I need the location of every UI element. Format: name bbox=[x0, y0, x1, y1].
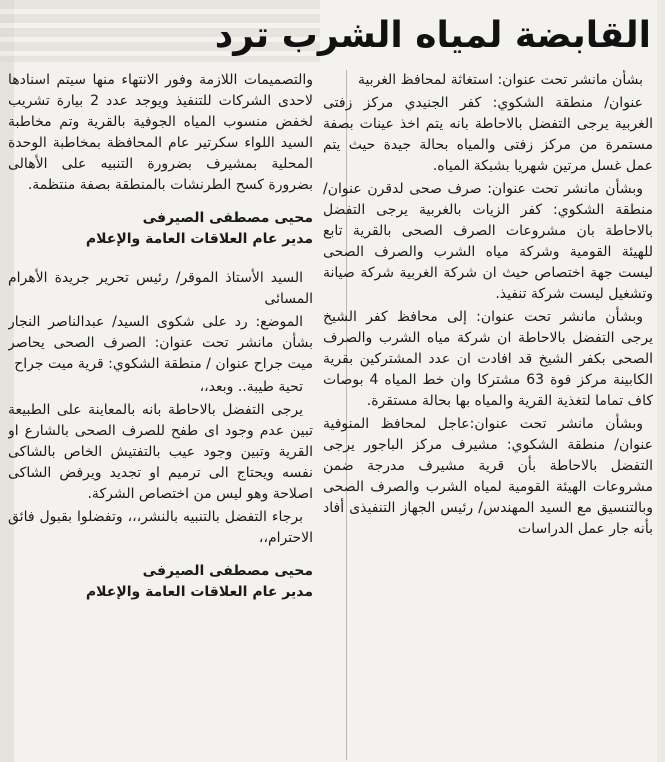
paragraph: وبشأن مانشر تحت عنوان: صرف صحى لدقرن عنوان/ منطقة الشكوي: كفر الزيات بالغربية يرجى التفضل بالاحاطة بان مشروعات الصرف الصحى بالقرية تابع للهيئة القومية وشركة مياه الشرب والصرف الصحى ليست جهة اختصاص حيث ان شركة الغربية شركة صيانة وتشغيل ليست شركة تنفيذ. bbox=[323, 181, 653, 302]
signature-title: مدير عام العلاقات العامة والإعلام bbox=[85, 231, 313, 247]
signature-name: محيى مصطفى الصيرفى bbox=[142, 210, 313, 226]
left-column bbox=[8, 70, 313, 760]
letter-subject: الموضع: رد على شكوى السيد/ عبدالناصر النجار بشأن مانشر تحت عنوان: الصرف الصحى يحاصر ميت جراح عنوان / منطقة الشكوي: قرية ميت جراح bbox=[8, 314, 313, 372]
paragraph: وبشأن مانشر تحت عنوان: إلى محافظ كفر الشيخ يرجى التفضل بالاحاطة ان شركة مياه الشرب والصرف الصحى بكفر الشيخ قد افادت ان عدد المشتركين بقرية الكابينة مركز فوة 63 مشتركا وان خط المياه 4 بوصات كاف تماما لتغذية القرية والمياه بها بحالة مستقرة. bbox=[323, 309, 653, 409]
paragraph: عنوان/ منطقة الشكوي: كفر الجنيدي مركز زفتى الغربية يرجى التفضل بالاحاطة بانه يتم اخذ عينات بصفة مستمرة من مركز زفتى والمياه بحالة جيدة حيث يتم عمل غسل مرتين شهريا بشبكة المياه. bbox=[323, 95, 653, 174]
scan-edge-right bbox=[657, 0, 665, 762]
signature-name: محيى مصطفى الصيرفى bbox=[142, 563, 313, 579]
letter-addressee: السيد الأستاذ الموقر/ رئيس تحرير جريدة الأهرام المسائى bbox=[8, 270, 313, 307]
signature-title: مدير عام العلاقات العامة والإعلام bbox=[85, 584, 313, 600]
paragraph: بشأن مانشر تحت عنوان: استغاثة لمحافظ الغربية bbox=[357, 72, 643, 88]
letter-body: يرجى التفضل بالاحاطة بانه بالمعاينة على الطبيعة تبين عدم وجود اى طفح للصرف الصحى بالشارع او القرية وتبين وجود عيب بالتفتيش الخاص بالشاكى نفسه ويحتاج الى ترميم او تجديد ويرفض الشاكى اصلاحة وهو ليس من اختصاص الشركة. bbox=[8, 402, 313, 502]
letter-closing: برجاء التفضل بالتنبيه بالنشر،،، وتفضلوا بقبول فائق الاحترام،، bbox=[8, 509, 313, 546]
paragraph: وبشأن مانشر تحت عنوان:عاجل لمحافظ المنوفية عنوان/ منطقة الشكوي: مشيرف مركز الباجور يرجى التفضل بالاحاطة بأن قرية مشيرف مدرجة ضمن مشروعات الهيئة القومية لمياه الشرب والصرف الصحى وبالتنسيق مع السيد المهندس/ رئيس الجهاز التنفيذى أفاد بأنه جار عمل الدراسات bbox=[323, 416, 653, 537]
headline-area bbox=[0, 0, 665, 70]
article-headline: القابضة لمياه الشرب ترد bbox=[214, 15, 651, 56]
right-column bbox=[323, 70, 653, 760]
letter-greeting: تحية طيبة.. وبعد،، bbox=[199, 379, 303, 395]
paragraph: والتصميمات اللازمة وفور الانتهاء منها سيتم اسنادها لاحدى الشركات للتنفيذ ويوجد عدد 2 بيارة تشريب لخفض منسوب المياه الجوفية بالقرية وتم مخاطبة السيد اللواء سكرتير عام المحافظة بمخاطبة الوحدة المحلية بمشيرف بضرورة التنبيه على الأهالى بضرورة كسح الطرنشات بالمنطقة بصفة منتظمة. bbox=[8, 72, 313, 193]
